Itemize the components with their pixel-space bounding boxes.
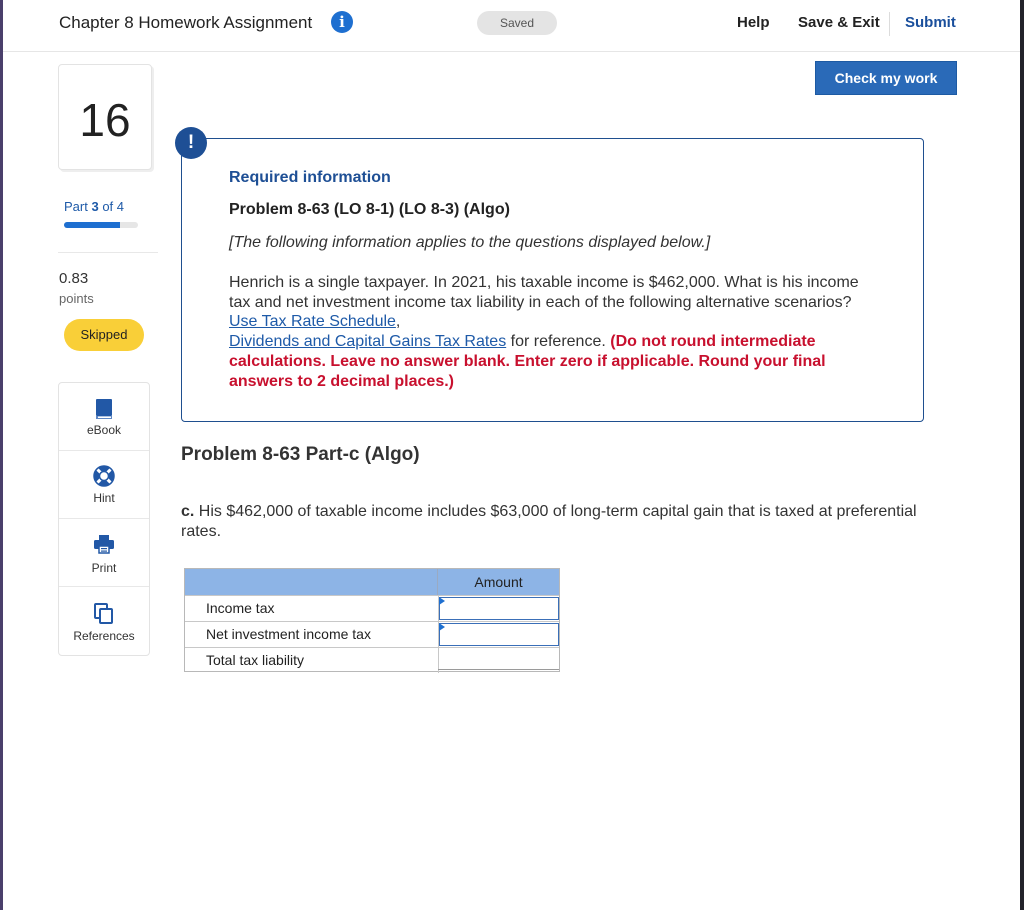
references-button[interactable] [59,587,149,655]
references-label: References [73,629,135,643]
rounding-instructions: (Do not round intermediate calculations. Leave no answer blank. Enter zero if applicable. Round your final answers to 2 decimal places.) [229,333,826,390]
required-information-title: Required information [229,169,391,186]
question-label: c. [181,503,195,520]
part-current: 3 [91,199,99,214]
window-edge-left [0,0,3,910]
niit-input[interactable] [439,623,559,646]
points-label: points [59,291,94,306]
copy-documents-icon [92,601,116,625]
table-row-niit [185,621,559,647]
top-header [3,0,1020,52]
table-header-blank [185,569,438,595]
part-prefix: Part [64,199,88,214]
question-number: 16 [79,94,131,146]
alert-icon: ! [175,127,207,159]
print-label: Print [91,561,117,575]
question-text: His $462,000 of taxable income includes $63,000 of long-term capital gain that is taxed at preferential rates. [181,503,917,540]
saved-status-badge: Saved [477,11,557,35]
table-header-amount: Amount [438,569,559,595]
help-link[interactable]: Help [737,14,770,31]
cell-income-tax [438,596,559,621]
points-value: 0.83 [59,270,89,287]
header-divider [889,12,890,36]
row-label-income-tax: Income tax [206,600,275,616]
cell-niit [438,622,559,647]
ebook-label: eBook [86,423,122,437]
printer-icon [92,532,116,556]
input-flag-icon [439,597,445,605]
part-heading: Problem 8-63 Part-c (Algo) [181,444,420,465]
part-indicator [64,199,124,214]
submit-link[interactable]: Submit [905,14,956,31]
problem-body-text: Henrich is a single taxpayer. In 2021, his taxable income is $462,000. What is his income tax and net investment income tax liability in each of the following alternative scenarios? [229,274,859,311]
part-question [181,502,921,542]
total-double-underline [438,669,559,672]
problem-body: Henrich is a single taxpayer. In 2021, his taxable income is $462,000. What is his income tax and net investment income tax liability in each of the following alternative scenarios? Use Tax Rate Schedule, Dividends and Capital Gains Tax Rates for reference. (Do not round intermediate calculations. Leave no answer blank. Enter zero if applicable. Round your final answers to 2 decimal places.) [229,274,859,390]
save-exit-link[interactable]: Save & Exit [798,14,880,31]
problem-note: [The following information applies to the questions displayed below.] [229,234,711,251]
print-button[interactable] [59,519,149,587]
assignment-title: Chapter 8 Homework Assignment [59,13,313,32]
income-tax-input[interactable] [439,597,559,620]
problem-title: Problem 8-63 (LO 8-1) (LO 8-3) (Algo) [229,201,510,218]
tax-rate-schedule-link[interactable]: Use Tax Rate Schedule [229,313,396,331]
required-information-box [181,138,924,422]
tools-panel [58,382,150,656]
check-my-work-button[interactable]: Check my work [815,61,957,95]
hint-button[interactable] [59,451,149,519]
sidebar-divider [58,252,158,253]
part-suffix: of 4 [102,199,125,214]
book-icon [92,397,116,421]
reference-text: for reference. [510,333,606,351]
dividends-capital-gains-link[interactable]: Dividends and Capital Gains Tax Rates [229,333,507,351]
lifebuoy-icon [92,464,116,488]
window-edge-right [1020,0,1024,910]
input-flag-icon [439,623,445,631]
ebook-button[interactable] [59,383,149,451]
row-label-total: Total tax liability [206,652,305,668]
part-progress-fill [64,222,120,228]
info-icon[interactable]: i [331,11,353,33]
question-number-card[interactable] [58,64,152,170]
part-progress-bar [64,222,138,228]
answer-table [184,568,560,672]
hint-label: Hint [93,491,115,505]
skipped-status-badge: Skipped [64,319,144,351]
table-row-income-tax [185,595,559,621]
row-label-niit: Net investment income tax [206,626,371,642]
